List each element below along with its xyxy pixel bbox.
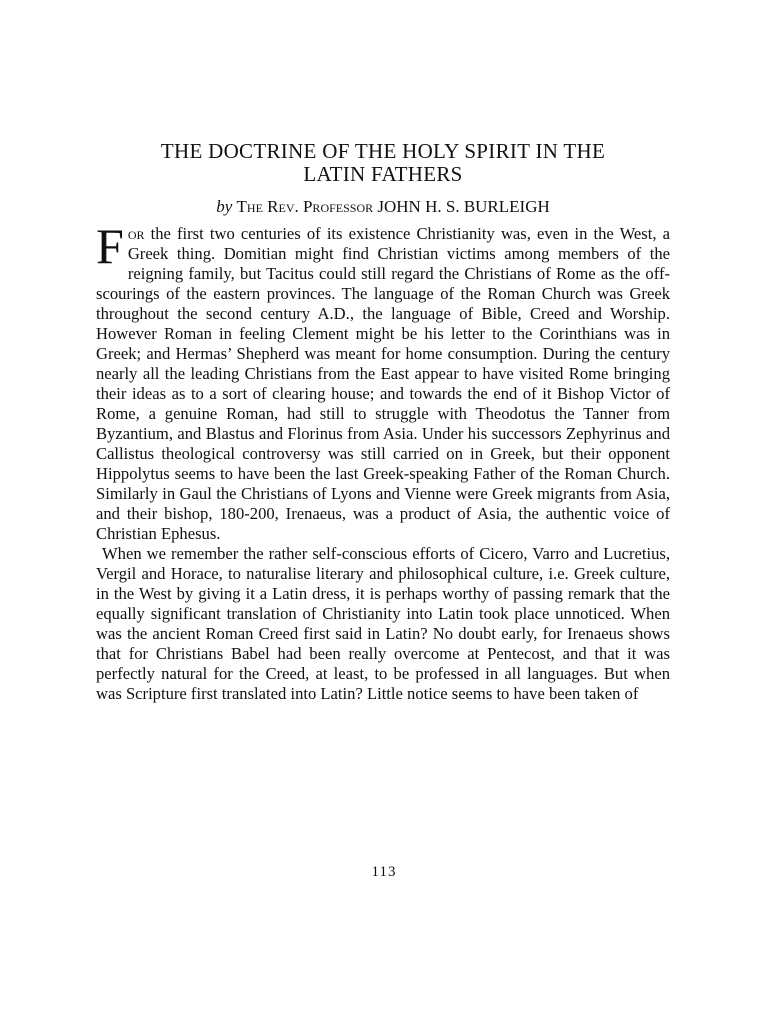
article-body — [96, 218, 670, 704]
byline-by: by — [216, 197, 233, 216]
paragraph-2: When we remember the rather self-conscious efforts of Cicero, Varro and Lucretius, Vergil and Horace, to naturalise literary and philosophical culture, i.e. Greek culture, in the West by giving it a Latin dress, it is perhaps worthy of passing remark that the equally significant translation of Christianity into Latin took place unnoticed. When was the ancient Roman Creed first said in Latin? No doubt early, for Irenaeus shows that for Christians Babel had been really overcome at Pentecost, and that it was perfectly natural for the Creed, at least, to be professed in all languages. But when was Scripture first translated into Latin? Little notice seems to have been taken of — [96, 544, 670, 703]
author-name: JOHN H. S. BURLEIGH — [377, 197, 550, 216]
byline — [96, 196, 670, 218]
title-line-1: THE DOCTRINE OF THE HOLY SPIRIT IN THE — [160, 139, 606, 163]
first-word: or — [127, 224, 145, 243]
paragraph-1-text: the first two centuries of its existence Christianity was, even in the West, a Greek thing. Domitian might find Christian victims among members of the reigning family, but Tacitus could still regard the Christians of Rome as the off-scourings of the eastern provinces. The language of the Roman Church was Greek throughout the second century A.D., the language of Bible, Creed and Worship. However Roman in feeling Clement might be his letter to the Corinthians was in Greek; and Hermas’ Shepherd was meant for home consumption. During the century nearly all the leading Christians from the East appear to have visited Rome bringing their ideas as to a sort of clearing house; and towards the end of it Bishop Victor of Rome, a genuine Roman, had still to struggle with Theodotus the Tanner from Byzantium, and Blastus and Florinus from Asia. Under his successors Zephyrinus and Callistus theological controversy was still carried on in Greek, but their opponent Hippolytus seems to have been the last Greek-speaking Father of the Roman Church. Similarly in Gaul the Christians of Lyons and Vienne were Greek migrants from Asia, and their bishop, 180-200, Irenaeus, was a product of Asia, the authentic voice of Christian Ephesus. — [96, 224, 670, 543]
article-page — [96, 140, 670, 704]
drop-cap: F — [96, 218, 124, 274]
paragraph-1 — [96, 218, 670, 544]
byline-rank: The Rev. Professor — [236, 197, 374, 216]
page-number: 113 — [371, 864, 397, 880]
article-title — [96, 140, 670, 186]
title-line-2: LATIN FATHERS — [303, 162, 463, 186]
